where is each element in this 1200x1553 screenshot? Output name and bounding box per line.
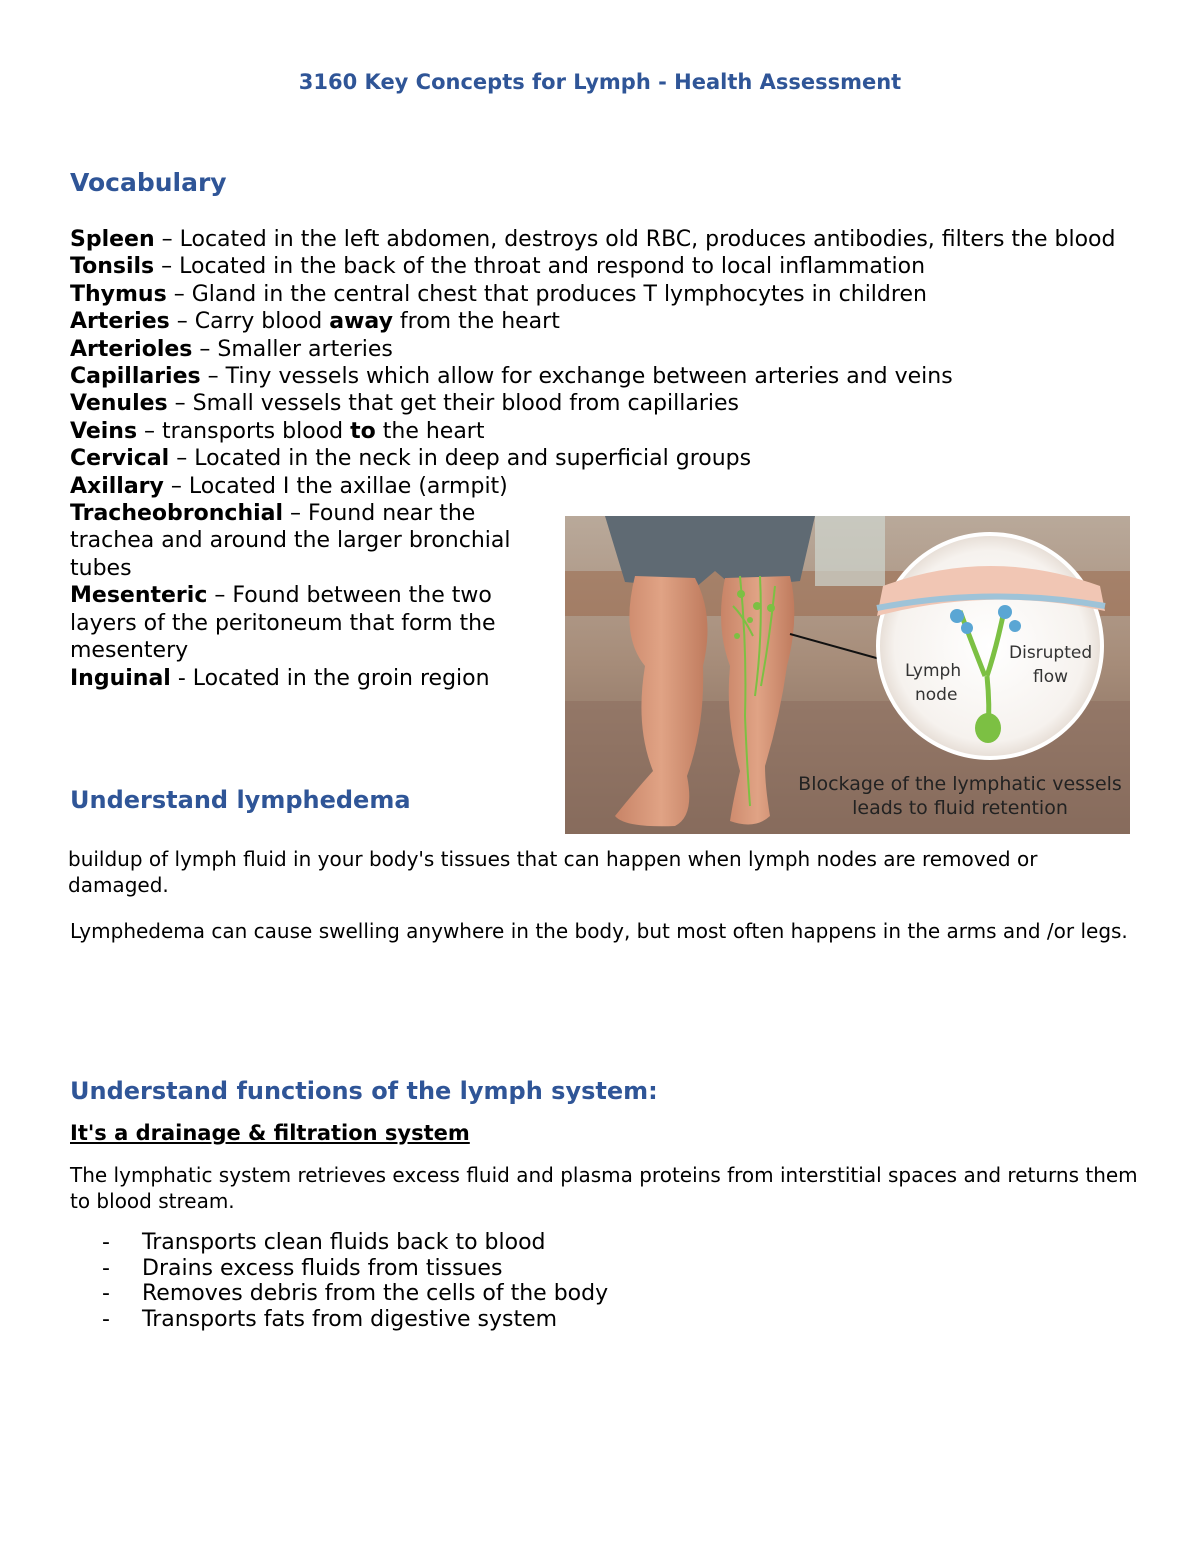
vocab-item-inguinal	[70, 665, 550, 692]
vocab-item-thymus	[70, 281, 1140, 308]
lymphedema-illustration	[565, 516, 1130, 834]
vocab-item-axillary	[70, 473, 550, 500]
label-disrupted: Disrupted	[1009, 643, 1093, 663]
vocab-term: Capillaries	[70, 364, 201, 390]
list-item-text: Transports fats from digestive system	[142, 1306, 558, 1332]
vocab-definition: – Tiny vessels which allow for exchange between arteries and veins	[200, 364, 953, 390]
vocab-term: Cervical	[70, 446, 170, 472]
vocab-term: Thymus	[70, 281, 167, 307]
vocab-item-tracheobronchial	[70, 500, 550, 582]
vocab-item-tonsils	[70, 253, 1140, 280]
vocab-definition: – Found near the trachea and around the larger bronchial tubes	[70, 501, 511, 581]
figure-dog-shape	[815, 516, 885, 586]
functions-subheading: It's a drainage & filtration system	[70, 1121, 470, 1145]
vocab-definition: – Found between the two layers of the peritoneum that form the mesentery	[70, 583, 496, 664]
lymph-node-magnified-shape	[975, 713, 1001, 743]
list-item	[70, 1230, 608, 1256]
figure-caption-line-1: Blockage of the lymphatic vessels	[798, 773, 1122, 795]
list-item	[70, 1256, 608, 1282]
vocab-emphasis: to	[350, 418, 376, 444]
label-lymph: Lymph	[905, 661, 962, 681]
vocab-item-arteries	[70, 308, 1140, 335]
bullet-marker: -	[102, 1255, 110, 1281]
list-item-text: Transports clean fluids back to blood	[142, 1230, 546, 1255]
vocab-item-veins	[70, 418, 1140, 445]
vocab-term: Tonsils	[70, 254, 155, 280]
lymphedema-description: Lymphedema can cause swelling anywhere in the body, but most often happens in the arms and /or legs.	[70, 919, 1128, 943]
vocabulary-heading: Vocabulary	[70, 168, 227, 197]
bullet-marker: -	[102, 1306, 110, 1332]
vocab-item-mesenteric	[70, 582, 550, 664]
vocab-definition: – Gland in the central chest that produces T lymphocytes in children	[166, 281, 927, 307]
vocab-term: Axillary	[70, 473, 164, 499]
functions-heading: Understand functions of the lymph system:	[70, 1077, 658, 1105]
vocab-definition: – transports blood	[137, 418, 351, 444]
vocab-item-venules	[70, 390, 1140, 417]
vocab-term: Spleen	[70, 227, 155, 252]
vocab-item-arterioles	[70, 336, 1140, 363]
vocab-item-cervical	[70, 445, 1140, 472]
functions-paragraph: The lymphatic system retrieves excess fluid and plasma proteins from interstitial spaces and returns them to blood stream.	[70, 1163, 1138, 1213]
vocab-term: Arterioles	[70, 336, 193, 362]
vocab-term: Arteries	[70, 309, 170, 335]
vocab-item-capillaries	[70, 363, 1140, 390]
vocab-definition: – Located in the back of the throat and respond to local inflammation	[154, 254, 926, 280]
vocab-definition: the heart	[375, 418, 485, 444]
figure-caption-line-2: leads to fluid retention	[852, 797, 1068, 819]
vocab-term: Tracheobronchial	[70, 501, 284, 527]
bullet-marker: -	[102, 1281, 110, 1306]
functions-list	[70, 1230, 608, 1332]
list-item-text: Removes debris from the cells of the body	[142, 1281, 609, 1306]
vocab-definition: – Small vessels that get their blood from capillaries	[167, 391, 739, 417]
lymphedema-heading: Understand lymphedema	[70, 786, 411, 814]
vocab-term: Inguinal	[70, 665, 171, 691]
list-item-text: Drains excess fluids from tissues	[142, 1255, 503, 1281]
vocab-term: Mesenteric	[70, 583, 208, 609]
vocab-definition: from the heart	[392, 309, 560, 335]
lymphedema-definition: buildup of lymph fluid in your body's tissues that can happen when lymph nodes are removed or damaged.	[68, 847, 1038, 897]
vocab-term: Venules	[70, 391, 168, 417]
list-item	[70, 1281, 608, 1307]
vocab-definition: – Carry blood	[169, 309, 330, 335]
bullet-marker: -	[102, 1230, 110, 1255]
label-flow: flow	[1033, 667, 1069, 687]
vocab-term: Veins	[70, 418, 138, 444]
vocab-emphasis: away	[329, 309, 393, 335]
list-item	[70, 1307, 608, 1333]
vocab-definition: - Located in the groin region	[170, 665, 490, 691]
vocab-definition: – Located in the left abdomen, destroys old RBC, produces antibodies, filters the blood	[154, 227, 1116, 252]
vocab-definition: – Located in the neck in deep and superficial groups	[169, 446, 752, 472]
vocab-definition: – Smaller arteries	[192, 336, 393, 362]
vocab-definition: – Located I the axillae (armpit)	[163, 473, 508, 499]
page-title: 3160 Key Concepts for Lymph - Health Assessment	[298, 70, 902, 94]
label-node: node	[915, 685, 958, 705]
vocab-item-spleen	[70, 226, 1140, 253]
